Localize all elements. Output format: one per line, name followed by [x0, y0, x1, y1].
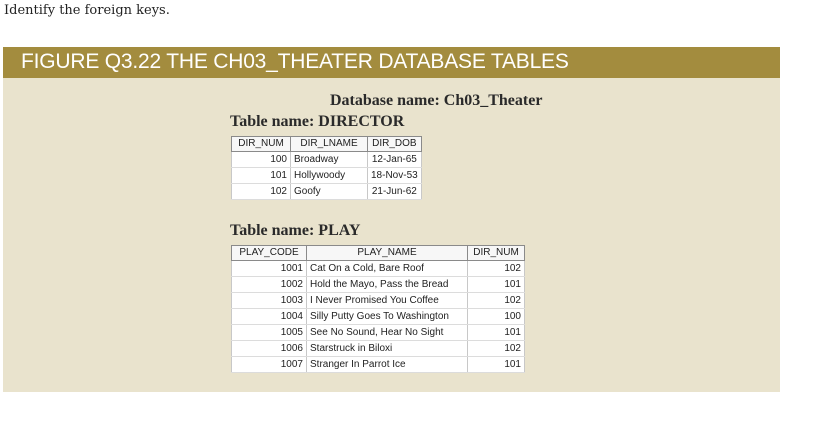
table-row — [232, 325, 525, 341]
director-table-name: Table name: DIRECTOR — [230, 113, 405, 130]
table-cell: Starstruck in Biloxi — [307, 341, 468, 357]
table-row — [232, 261, 525, 277]
table-cell: Hold the Mayo, Pass the Bread — [307, 277, 468, 293]
table-cell: Cat On a Cold, Bare Roof — [307, 261, 468, 277]
table-row — [232, 277, 525, 293]
table-cell: 1006 — [232, 341, 307, 357]
director-table — [231, 136, 422, 200]
table-row — [232, 293, 525, 309]
column-header: DIR_NUM — [232, 137, 291, 152]
table-row — [232, 309, 525, 325]
play-table — [231, 245, 525, 373]
figure-header — [3, 47, 780, 78]
column-header: DIR_NUM — [468, 246, 525, 261]
table-cell: 102 — [232, 184, 291, 200]
table-cell: 1002 — [232, 277, 307, 293]
table-row — [232, 168, 422, 184]
figure-title: FIGURE Q3.22 THE CH03_THEATER DATABASE TABLES — [21, 50, 569, 73]
table-cell: 18-Nov-53 — [368, 168, 422, 184]
question-text: Identify the foreign keys. — [4, 3, 170, 18]
table-cell: Broadway — [291, 152, 368, 168]
table-cell: 12-Jan-65 — [368, 152, 422, 168]
column-header: PLAY_NAME — [307, 246, 468, 261]
table-row — [232, 152, 422, 168]
table-cell: 102 — [468, 261, 525, 277]
table-cell: 101 — [468, 325, 525, 341]
table-cell: 101 — [232, 168, 291, 184]
table-cell: Silly Putty Goes To Washington — [307, 309, 468, 325]
table-cell: 1001 — [232, 261, 307, 277]
director-header-row — [232, 137, 422, 152]
table-cell: 102 — [468, 341, 525, 357]
table-row — [232, 184, 422, 200]
table-cell: 100 — [468, 309, 525, 325]
table-cell: Stranger In Parrot Ice — [307, 357, 468, 373]
column-header: PLAY_CODE — [232, 246, 307, 261]
table-cell: 21-Jun-62 — [368, 184, 422, 200]
table-cell: I Never Promised You Coffee — [307, 293, 468, 309]
table-cell: Hollywoody — [291, 168, 368, 184]
play-header-row — [232, 246, 525, 261]
table-cell: 101 — [468, 277, 525, 293]
play-table-name: Table name: PLAY — [230, 222, 361, 239]
table-cell: 100 — [232, 152, 291, 168]
table-cell: 1004 — [232, 309, 307, 325]
table-cell: 101 — [468, 357, 525, 373]
table-row — [232, 341, 525, 357]
column-header: DIR_LNAME — [291, 137, 368, 152]
table-cell: Goofy — [291, 184, 368, 200]
table-cell: 1005 — [232, 325, 307, 341]
table-row — [232, 357, 525, 373]
table-cell: 102 — [468, 293, 525, 309]
column-header: DIR_DOB — [368, 137, 422, 152]
database-name: Database name: Ch03_Theater — [330, 92, 543, 109]
table-cell: See No Sound, Hear No Sight — [307, 325, 468, 341]
table-cell: 1003 — [232, 293, 307, 309]
table-cell: 1007 — [232, 357, 307, 373]
figure-panel — [3, 47, 780, 392]
